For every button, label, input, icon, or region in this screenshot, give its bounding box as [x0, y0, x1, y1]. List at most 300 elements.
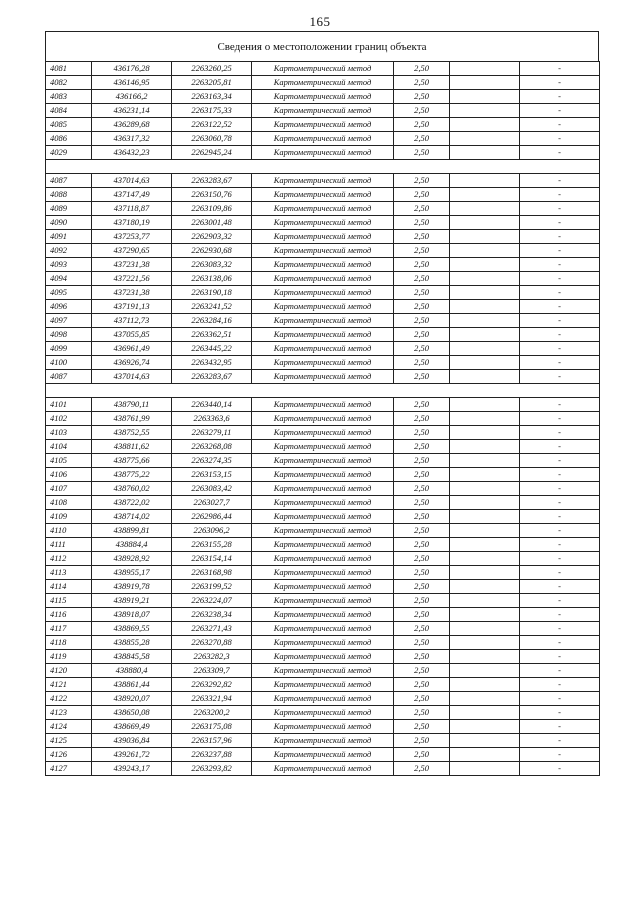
x-coordinate-cell: 437014,63: [92, 174, 172, 188]
method-cell: Картометрический метод: [252, 398, 394, 412]
empty-cell: [450, 692, 520, 706]
dash-cell: -: [520, 720, 600, 734]
table-row: [46, 580, 600, 594]
dash-cell: -: [520, 146, 600, 160]
accuracy-cell: 2,50: [394, 132, 450, 146]
x-coordinate-cell: 438899,81: [92, 524, 172, 538]
y-coordinate-cell: 2263238,34: [172, 608, 252, 622]
point-number-cell: 4127: [46, 762, 92, 776]
method-cell: Картометрический метод: [252, 202, 394, 216]
table-row: [46, 454, 600, 468]
coordinates-sheet: [45, 31, 599, 776]
point-number-cell: 4119: [46, 650, 92, 664]
empty-cell: [450, 202, 520, 216]
accuracy-cell: 2,50: [394, 286, 450, 300]
point-number-cell: 4107: [46, 482, 92, 496]
x-coordinate-cell: 436166,2: [92, 90, 172, 104]
table-row: [46, 538, 600, 552]
empty-cell: [450, 398, 520, 412]
dash-cell: -: [520, 272, 600, 286]
point-number-cell: 4088: [46, 188, 92, 202]
y-coordinate-cell: 2263362,51: [172, 328, 252, 342]
y-coordinate-cell: 2263175,33: [172, 104, 252, 118]
dash-cell: -: [520, 524, 600, 538]
table-row: [46, 398, 600, 412]
point-number-cell: 4095: [46, 286, 92, 300]
dash-cell: -: [520, 580, 600, 594]
x-coordinate-cell: 438811,62: [92, 440, 172, 454]
dash-cell: -: [520, 90, 600, 104]
empty-cell: [450, 482, 520, 496]
method-cell: Картометрический метод: [252, 76, 394, 90]
y-coordinate-cell: 2263001,48: [172, 216, 252, 230]
point-number-cell: 4126: [46, 748, 92, 762]
y-coordinate-cell: 2262930,68: [172, 244, 252, 258]
table-row: [46, 692, 600, 706]
method-cell: Картометрический метод: [252, 244, 394, 258]
empty-cell: [450, 356, 520, 370]
method-cell: Картометрический метод: [252, 104, 394, 118]
y-coordinate-cell: 2263122,52: [172, 118, 252, 132]
x-coordinate-cell: 438845,58: [92, 650, 172, 664]
empty-cell: [450, 286, 520, 300]
empty-cell: [450, 426, 520, 440]
empty-cell: [450, 146, 520, 160]
method-cell: Картометрический метод: [252, 300, 394, 314]
y-coordinate-cell: 2263083,42: [172, 482, 252, 496]
x-coordinate-cell: 439036,84: [92, 734, 172, 748]
empty-cell: [450, 734, 520, 748]
x-coordinate-cell: 437290,65: [92, 244, 172, 258]
method-cell: Картометрический метод: [252, 762, 394, 776]
point-number-cell: 4097: [46, 314, 92, 328]
y-coordinate-cell: 2263283,67: [172, 370, 252, 384]
dash-cell: -: [520, 608, 600, 622]
dash-cell: -: [520, 538, 600, 552]
accuracy-cell: 2,50: [394, 496, 450, 510]
point-number-cell: 4122: [46, 692, 92, 706]
y-coordinate-cell: 2262903,32: [172, 230, 252, 244]
y-coordinate-cell: 2263270,88: [172, 636, 252, 650]
table-row: [46, 426, 600, 440]
point-number-cell: 4102: [46, 412, 92, 426]
table-row: [46, 62, 600, 76]
accuracy-cell: 2,50: [394, 622, 450, 636]
dash-cell: -: [520, 636, 600, 650]
empty-cell: [450, 510, 520, 524]
empty-cell: [450, 468, 520, 482]
point-number-cell: 4120: [46, 664, 92, 678]
point-number-cell: 4101: [46, 398, 92, 412]
y-coordinate-cell: 2263268,08: [172, 440, 252, 454]
method-cell: Картометрический метод: [252, 188, 394, 202]
y-coordinate-cell: 2263237,88: [172, 748, 252, 762]
x-coordinate-cell: 438919,21: [92, 594, 172, 608]
accuracy-cell: 2,50: [394, 510, 450, 524]
y-coordinate-cell: 2262986,44: [172, 510, 252, 524]
empty-cell: [450, 174, 520, 188]
method-cell: Картометрический метод: [252, 748, 394, 762]
x-coordinate-cell: 438928,92: [92, 552, 172, 566]
y-coordinate-cell: 2263284,16: [172, 314, 252, 328]
dash-cell: -: [520, 244, 600, 258]
point-number-cell: 4124: [46, 720, 92, 734]
accuracy-cell: 2,50: [394, 580, 450, 594]
dash-cell: -: [520, 482, 600, 496]
point-number-cell: 4111: [46, 538, 92, 552]
empty-cell: [450, 244, 520, 258]
empty-cell: [450, 720, 520, 734]
table-row: [46, 118, 600, 132]
y-coordinate-cell: 2263155,28: [172, 538, 252, 552]
group-separator-row: [46, 160, 600, 174]
empty-cell: [450, 454, 520, 468]
accuracy-cell: 2,50: [394, 328, 450, 342]
x-coordinate-cell: 436231,14: [92, 104, 172, 118]
dash-cell: -: [520, 412, 600, 426]
dash-cell: -: [520, 216, 600, 230]
x-coordinate-cell: 438918,07: [92, 608, 172, 622]
dash-cell: -: [520, 454, 600, 468]
dash-cell: -: [520, 706, 600, 720]
accuracy-cell: 2,50: [394, 118, 450, 132]
table-row: [46, 230, 600, 244]
dash-cell: -: [520, 398, 600, 412]
method-cell: Картометрический метод: [252, 412, 394, 426]
table-row: [46, 258, 600, 272]
accuracy-cell: 2,50: [394, 734, 450, 748]
point-number-cell: 4100: [46, 356, 92, 370]
accuracy-cell: 2,50: [394, 608, 450, 622]
x-coordinate-cell: 438880,4: [92, 664, 172, 678]
method-cell: Картометрический метод: [252, 314, 394, 328]
x-coordinate-cell: 438775,22: [92, 468, 172, 482]
table-row: [46, 300, 600, 314]
accuracy-cell: 2,50: [394, 454, 450, 468]
y-coordinate-cell: 2263109,86: [172, 202, 252, 216]
y-coordinate-cell: 2263168,98: [172, 566, 252, 580]
dash-cell: -: [520, 748, 600, 762]
accuracy-cell: 2,50: [394, 314, 450, 328]
point-number-cell: 4087: [46, 174, 92, 188]
empty-cell: [450, 188, 520, 202]
x-coordinate-cell: 437112,73: [92, 314, 172, 328]
accuracy-cell: 2,50: [394, 594, 450, 608]
accuracy-cell: 2,50: [394, 440, 450, 454]
point-number-cell: 4091: [46, 230, 92, 244]
dash-cell: -: [520, 342, 600, 356]
table-row: [46, 566, 600, 580]
x-coordinate-cell: 437014,63: [92, 370, 172, 384]
empty-cell: [450, 342, 520, 356]
x-coordinate-cell: 438861,44: [92, 678, 172, 692]
x-coordinate-cell: 438790,11: [92, 398, 172, 412]
dash-cell: -: [520, 286, 600, 300]
table-row: [46, 664, 600, 678]
table-row: [46, 678, 600, 692]
method-cell: Картометрический метод: [252, 216, 394, 230]
accuracy-cell: 2,50: [394, 468, 450, 482]
dash-cell: -: [520, 496, 600, 510]
accuracy-cell: 2,50: [394, 104, 450, 118]
x-coordinate-cell: 438775,66: [92, 454, 172, 468]
y-coordinate-cell: 2263175,08: [172, 720, 252, 734]
method-cell: Картометрический метод: [252, 720, 394, 734]
method-cell: Картометрический метод: [252, 258, 394, 272]
empty-cell: [450, 566, 520, 580]
point-number-cell: 4096: [46, 300, 92, 314]
table-row: [46, 468, 600, 482]
point-number-cell: 4098: [46, 328, 92, 342]
table-row: [46, 748, 600, 762]
dash-cell: -: [520, 594, 600, 608]
method-cell: Картометрический метод: [252, 356, 394, 370]
y-coordinate-cell: 2263260,25: [172, 62, 252, 76]
separator-cell: [46, 160, 600, 174]
accuracy-cell: 2,50: [394, 230, 450, 244]
point-number-cell: 4089: [46, 202, 92, 216]
accuracy-cell: 2,50: [394, 202, 450, 216]
table-row: [46, 412, 600, 426]
empty-cell: [450, 580, 520, 594]
dash-cell: -: [520, 650, 600, 664]
table-row: [46, 636, 600, 650]
x-coordinate-cell: 436432,23: [92, 146, 172, 160]
x-coordinate-cell: 438919,78: [92, 580, 172, 594]
point-number-cell: 4106: [46, 468, 92, 482]
y-coordinate-cell: 2263027,7: [172, 496, 252, 510]
x-coordinate-cell: 439243,17: [92, 762, 172, 776]
accuracy-cell: 2,50: [394, 762, 450, 776]
y-coordinate-cell: 2263363,6: [172, 412, 252, 426]
dash-cell: -: [520, 188, 600, 202]
dash-cell: -: [520, 692, 600, 706]
dash-cell: -: [520, 104, 600, 118]
x-coordinate-cell: 437231,38: [92, 258, 172, 272]
empty-cell: [450, 496, 520, 510]
dash-cell: -: [520, 300, 600, 314]
table-row: [46, 594, 600, 608]
empty-cell: [450, 272, 520, 286]
table-row: [46, 482, 600, 496]
method-cell: Картометрический метод: [252, 454, 394, 468]
accuracy-cell: 2,50: [394, 342, 450, 356]
point-number-cell: 4105: [46, 454, 92, 468]
empty-cell: [450, 314, 520, 328]
dash-cell: -: [520, 734, 600, 748]
table-row: [46, 762, 600, 776]
point-number-cell: 4094: [46, 272, 92, 286]
x-coordinate-cell: 436961,49: [92, 342, 172, 356]
y-coordinate-cell: 2263199,52: [172, 580, 252, 594]
x-coordinate-cell: 437221,56: [92, 272, 172, 286]
dash-cell: -: [520, 370, 600, 384]
accuracy-cell: 2,50: [394, 538, 450, 552]
method-cell: Картометрический метод: [252, 636, 394, 650]
empty-cell: [450, 328, 520, 342]
dash-cell: -: [520, 678, 600, 692]
y-coordinate-cell: 2263096,2: [172, 524, 252, 538]
dash-cell: -: [520, 258, 600, 272]
x-coordinate-cell: 437191,13: [92, 300, 172, 314]
accuracy-cell: 2,50: [394, 188, 450, 202]
table-row: [46, 440, 600, 454]
dash-cell: -: [520, 314, 600, 328]
accuracy-cell: 2,50: [394, 76, 450, 90]
x-coordinate-cell: 437253,77: [92, 230, 172, 244]
point-number-cell: 4123: [46, 706, 92, 720]
method-cell: Картометрический метод: [252, 622, 394, 636]
method-cell: Картометрический метод: [252, 90, 394, 104]
accuracy-cell: 2,50: [394, 272, 450, 286]
dash-cell: -: [520, 762, 600, 776]
accuracy-cell: 2,50: [394, 62, 450, 76]
accuracy-cell: 2,50: [394, 146, 450, 160]
point-number-cell: 4121: [46, 678, 92, 692]
method-cell: Картометрический метод: [252, 230, 394, 244]
method-cell: Картометрический метод: [252, 594, 394, 608]
empty-cell: [450, 230, 520, 244]
accuracy-cell: 2,50: [394, 216, 450, 230]
group-separator-row: [46, 384, 600, 398]
method-cell: Картометрический метод: [252, 538, 394, 552]
y-coordinate-cell: 2263190,18: [172, 286, 252, 300]
accuracy-cell: 2,50: [394, 482, 450, 496]
point-number-cell: 4090: [46, 216, 92, 230]
method-cell: Картометрический метод: [252, 692, 394, 706]
y-coordinate-cell: 2263205,81: [172, 76, 252, 90]
table-row: [46, 608, 600, 622]
x-coordinate-cell: 438669,49: [92, 720, 172, 734]
empty-cell: [450, 748, 520, 762]
method-cell: Картометрический метод: [252, 566, 394, 580]
empty-cell: [450, 678, 520, 692]
accuracy-cell: 2,50: [394, 174, 450, 188]
empty-cell: [450, 594, 520, 608]
table-row: [46, 328, 600, 342]
y-coordinate-cell: 2263282,3: [172, 650, 252, 664]
table-row: [46, 216, 600, 230]
x-coordinate-cell: 437231,38: [92, 286, 172, 300]
method-cell: Картометрический метод: [252, 482, 394, 496]
point-number-cell: 4084: [46, 104, 92, 118]
point-number-cell: 4115: [46, 594, 92, 608]
y-coordinate-cell: 2263445,22: [172, 342, 252, 356]
point-number-cell: 4029: [46, 146, 92, 160]
accuracy-cell: 2,50: [394, 552, 450, 566]
accuracy-cell: 2,50: [394, 90, 450, 104]
x-coordinate-cell: 438869,55: [92, 622, 172, 636]
accuracy-cell: 2,50: [394, 636, 450, 650]
empty-cell: [450, 622, 520, 636]
empty-cell: [450, 104, 520, 118]
table-row: [46, 370, 600, 384]
empty-cell: [450, 552, 520, 566]
point-number-cell: 4099: [46, 342, 92, 356]
y-coordinate-cell: 2263321,94: [172, 692, 252, 706]
y-coordinate-cell: 2263153,15: [172, 468, 252, 482]
x-coordinate-cell: 438650,08: [92, 706, 172, 720]
accuracy-cell: 2,50: [394, 650, 450, 664]
dash-cell: -: [520, 328, 600, 342]
method-cell: Картометрический метод: [252, 272, 394, 286]
table-row: [46, 706, 600, 720]
dash-cell: -: [520, 664, 600, 678]
point-number-cell: 4082: [46, 76, 92, 90]
dash-cell: -: [520, 622, 600, 636]
table-row: [46, 244, 600, 258]
empty-cell: [450, 76, 520, 90]
y-coordinate-cell: 2263292,82: [172, 678, 252, 692]
point-number-cell: 4103: [46, 426, 92, 440]
empty-cell: [450, 636, 520, 650]
method-cell: Картометрический метод: [252, 468, 394, 482]
accuracy-cell: 2,50: [394, 720, 450, 734]
method-cell: Картометрический метод: [252, 62, 394, 76]
method-cell: Картометрический метод: [252, 510, 394, 524]
x-coordinate-cell: 438920,07: [92, 692, 172, 706]
table-row: [46, 650, 600, 664]
dash-cell: -: [520, 566, 600, 580]
dash-cell: -: [520, 62, 600, 76]
dash-cell: -: [520, 510, 600, 524]
empty-cell: [450, 90, 520, 104]
x-coordinate-cell: 439261,72: [92, 748, 172, 762]
dash-cell: -: [520, 132, 600, 146]
dash-cell: -: [520, 426, 600, 440]
point-number-cell: 4081: [46, 62, 92, 76]
point-number-cell: 4086: [46, 132, 92, 146]
x-coordinate-cell: 438955,17: [92, 566, 172, 580]
y-coordinate-cell: 2263440,14: [172, 398, 252, 412]
x-coordinate-cell: 436289,68: [92, 118, 172, 132]
empty-cell: [450, 216, 520, 230]
y-coordinate-cell: 2263271,43: [172, 622, 252, 636]
point-number-cell: 4109: [46, 510, 92, 524]
point-number-cell: 4125: [46, 734, 92, 748]
x-coordinate-cell: 436146,95: [92, 76, 172, 90]
empty-cell: [450, 258, 520, 272]
empty-cell: [450, 370, 520, 384]
point-number-cell: 4104: [46, 440, 92, 454]
method-cell: Картометрический метод: [252, 650, 394, 664]
table-row: [46, 76, 600, 90]
point-number-cell: 4112: [46, 552, 92, 566]
accuracy-cell: 2,50: [394, 370, 450, 384]
table-row: [46, 104, 600, 118]
x-coordinate-cell: 437055,85: [92, 328, 172, 342]
x-coordinate-cell: 438760,02: [92, 482, 172, 496]
dash-cell: -: [520, 468, 600, 482]
x-coordinate-cell: 438722,02: [92, 496, 172, 510]
y-coordinate-cell: 2263150,76: [172, 188, 252, 202]
empty-cell: [450, 664, 520, 678]
accuracy-cell: 2,50: [394, 398, 450, 412]
table-row: [46, 510, 600, 524]
table-row: [46, 356, 600, 370]
point-number-cell: 4093: [46, 258, 92, 272]
empty-cell: [450, 440, 520, 454]
x-coordinate-cell: 437180,19: [92, 216, 172, 230]
accuracy-cell: 2,50: [394, 258, 450, 272]
table-row: [46, 174, 600, 188]
x-coordinate-cell: 437118,87: [92, 202, 172, 216]
dash-cell: -: [520, 440, 600, 454]
y-coordinate-cell: 2263200,2: [172, 706, 252, 720]
empty-cell: [450, 706, 520, 720]
table-row: [46, 272, 600, 286]
y-coordinate-cell: 2263432,95: [172, 356, 252, 370]
